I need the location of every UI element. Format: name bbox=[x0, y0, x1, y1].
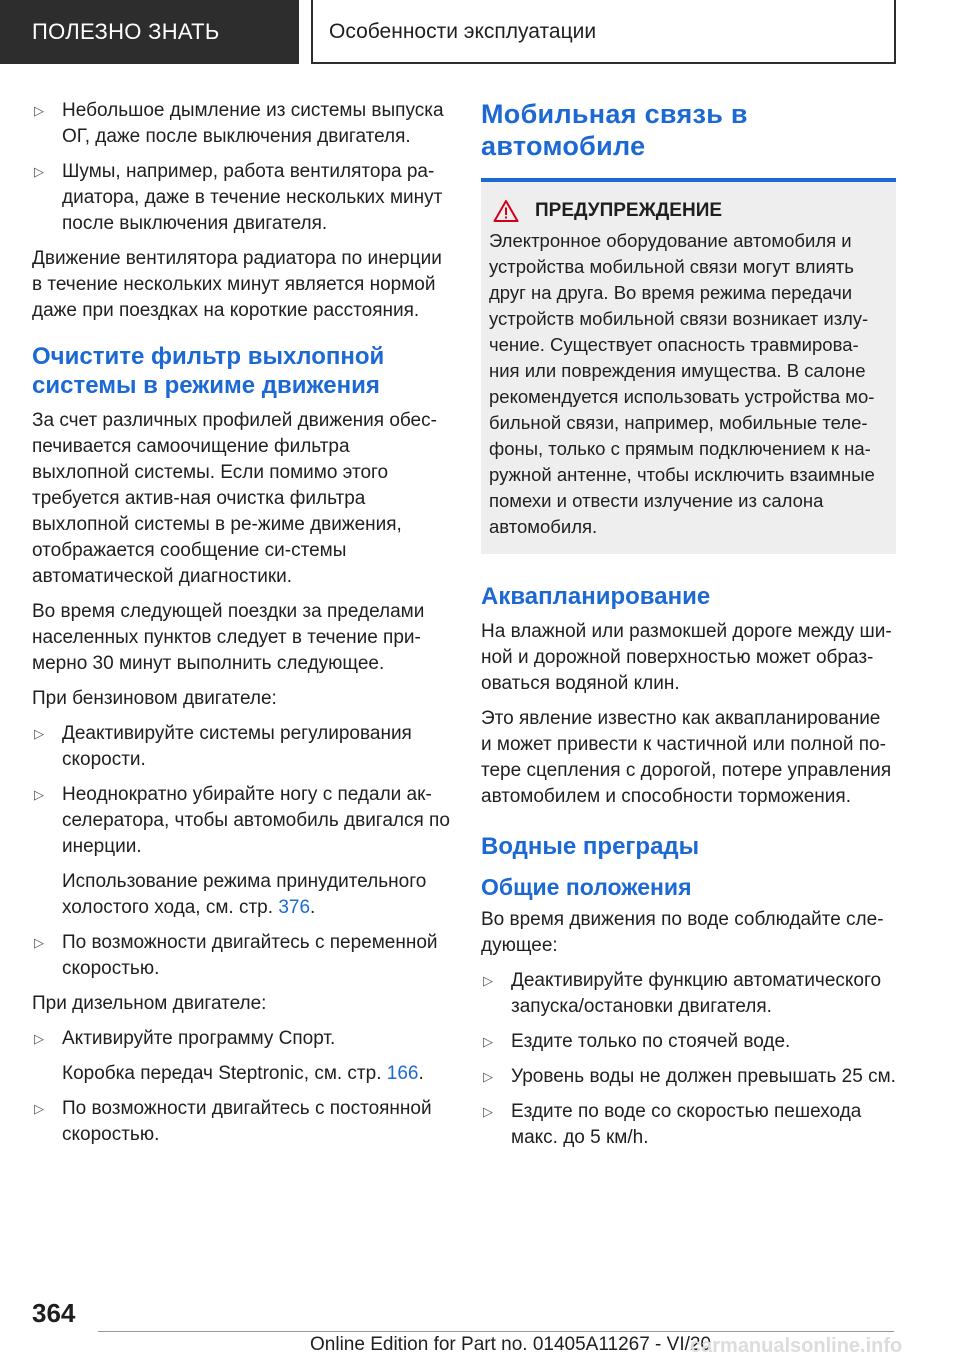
list-item: ▷ Небольшое дымление из системы выпуска ОГ, даже после выключения двигателя. bbox=[34, 100, 444, 147]
warning-triangle-icon bbox=[493, 199, 519, 223]
diesel-bullet-list-2 bbox=[32, 1096, 450, 1148]
triangle-bullet-icon: ▷ bbox=[483, 1104, 493, 1119]
petrol-sub-reference: Использование режима принудительного холостого хода, см. стр. 376. bbox=[62, 871, 427, 918]
heading-general: Общие положения bbox=[481, 874, 692, 900]
list-item: ▷ Неоднократно убирайте ногу с педали ак-селератора, чтобы автомобиль двигался по инерции. bbox=[34, 784, 450, 857]
diesel-sub-reference: Коробка передач Steptronic, см. стр. 166. bbox=[62, 1063, 424, 1084]
heading-mobile: Мобильная связь в автомобиле bbox=[481, 99, 748, 161]
footer-edition: Online Edition for Part no. 01405A11267 - VI/20 bbox=[310, 1334, 712, 1355]
list-item: ▷ Деактивируйте функцию автоматического запуска/остановки двигателя. bbox=[483, 970, 882, 1017]
warning-box bbox=[481, 182, 896, 554]
triangle-bullet-icon: ▷ bbox=[34, 103, 44, 118]
triangle-bullet-icon: ▷ bbox=[34, 1031, 44, 1046]
page-link-376[interactable]: 376 bbox=[278, 897, 311, 918]
warning-header bbox=[489, 198, 888, 224]
paragraph-filter-2: Во время следующей поездки за пределами населенных пунктов следует в течение при-мерно 30 минут выполнить следующее. bbox=[32, 601, 425, 674]
list-item: ▷ Уровень воды не должен превышать 25 см. bbox=[481, 1064, 896, 1090]
triangle-bullet-icon: ▷ bbox=[34, 935, 44, 950]
header-chapter-tab: Особенности эксплуатации bbox=[311, 0, 896, 64]
diesel-bullet-list bbox=[32, 1026, 450, 1052]
heading-aquaplaning: Аквапланирование bbox=[481, 583, 711, 610]
paragraph-filter-1: За счет различных профилей движения обес-печивается самоочищение фильтра выхлопной системы. Если помимо этого требуется актив-ная очистка фильтра выхлопной системы в ре-жиме движения, отображается сообщение си-стемы автоматической диагностики. bbox=[32, 410, 437, 587]
triangle-bullet-icon: ▷ bbox=[34, 787, 44, 802]
diesel-intro: При дизельном двигателе: bbox=[32, 993, 267, 1014]
heading-filter: Очистите фильтр выхлопной системы в режиме движения bbox=[32, 343, 385, 399]
list-item: ▷ По возможности двигайтесь с переменной скоростью. bbox=[34, 932, 438, 979]
paragraph-aqua-1: На влажной или размокшей дороге между ши-ной и дорожной поверхностью может образ-оваться водяной клин. bbox=[481, 621, 892, 694]
triangle-bullet-icon: ▷ bbox=[483, 1034, 493, 1049]
list-item: ▷ Ездите только по стоячей воде. bbox=[481, 1029, 896, 1055]
bullet-list-top bbox=[32, 98, 450, 237]
paragraph-aqua-2: Это явление известно как аквапланирование и может привести к частичной или полной по-тере сцепления с дорогой, потере управления автомобилем и способности торможения. bbox=[481, 708, 892, 807]
list-item: ▷ Ездите по воде со скоростью пешехода макс. до 5 км/h. bbox=[483, 1101, 862, 1148]
triangle-bullet-icon: ▷ bbox=[34, 726, 44, 741]
watermark: carmanualsonline.info bbox=[690, 1335, 903, 1357]
list-item: ▷ Деактивируйте системы регулирования скорости. bbox=[34, 723, 412, 770]
triangle-bullet-icon: ▷ bbox=[34, 164, 44, 179]
triangle-bullet-icon: ▷ bbox=[483, 973, 493, 988]
header-section-tab: ПОЛЕЗНО ЗНАТЬ bbox=[0, 0, 299, 64]
list-item: ▷ Шумы, например, работа вентилятора ра-диатора, даже в течение нескольких минут после выключения двигателя. bbox=[34, 161, 443, 234]
paragraph-fan: Движение вентилятора радиатора по инерции в течение нескольких минут является нормой даже при поездках на короткие расстояния. bbox=[32, 248, 442, 321]
triangle-bullet-icon: ▷ bbox=[34, 1101, 44, 1116]
page-number: 364 bbox=[32, 1298, 76, 1328]
paragraph-general: Во время движения по воде соблюдайте сле-дующее: bbox=[481, 909, 884, 956]
water-bullet-list bbox=[481, 968, 896, 1151]
left-column bbox=[32, 98, 450, 1157]
heading-water-obstacles: Водные преграды bbox=[481, 833, 700, 860]
page-link-166[interactable]: 166 bbox=[386, 1063, 419, 1084]
warning-title: ПРЕДУПРЕЖДЕНИЕ bbox=[535, 200, 723, 221]
triangle-bullet-icon: ▷ bbox=[483, 1069, 493, 1084]
list-item: ▷ По возможности двигайтесь с постоянной скоростью. bbox=[34, 1098, 432, 1145]
warning-text: Электронное оборудование автомобиля и устройства мобильной связи могут влиять друг на друга. Во время режима передачи устройств мобильной связи возникает излу-чение. Существует опасность травмирова-ния или повреждения имущества. В салоне рекомендуется использовать устройства мо-бильной связи, например, мобильные теле-фоны, только с прямым подключением к на-ружной антенне, чтобы исключить взаимные помехи и отвести излучение из салона автомобиля. bbox=[489, 230, 875, 537]
petrol-bullet-list-last bbox=[32, 930, 450, 982]
right-column bbox=[481, 98, 896, 1160]
petrol-intro: При бензиновом двигателе: bbox=[32, 688, 277, 709]
list-item: ▷ Активируйте программу Спорт. bbox=[32, 1026, 450, 1052]
petrol-bullet-list bbox=[32, 721, 450, 860]
